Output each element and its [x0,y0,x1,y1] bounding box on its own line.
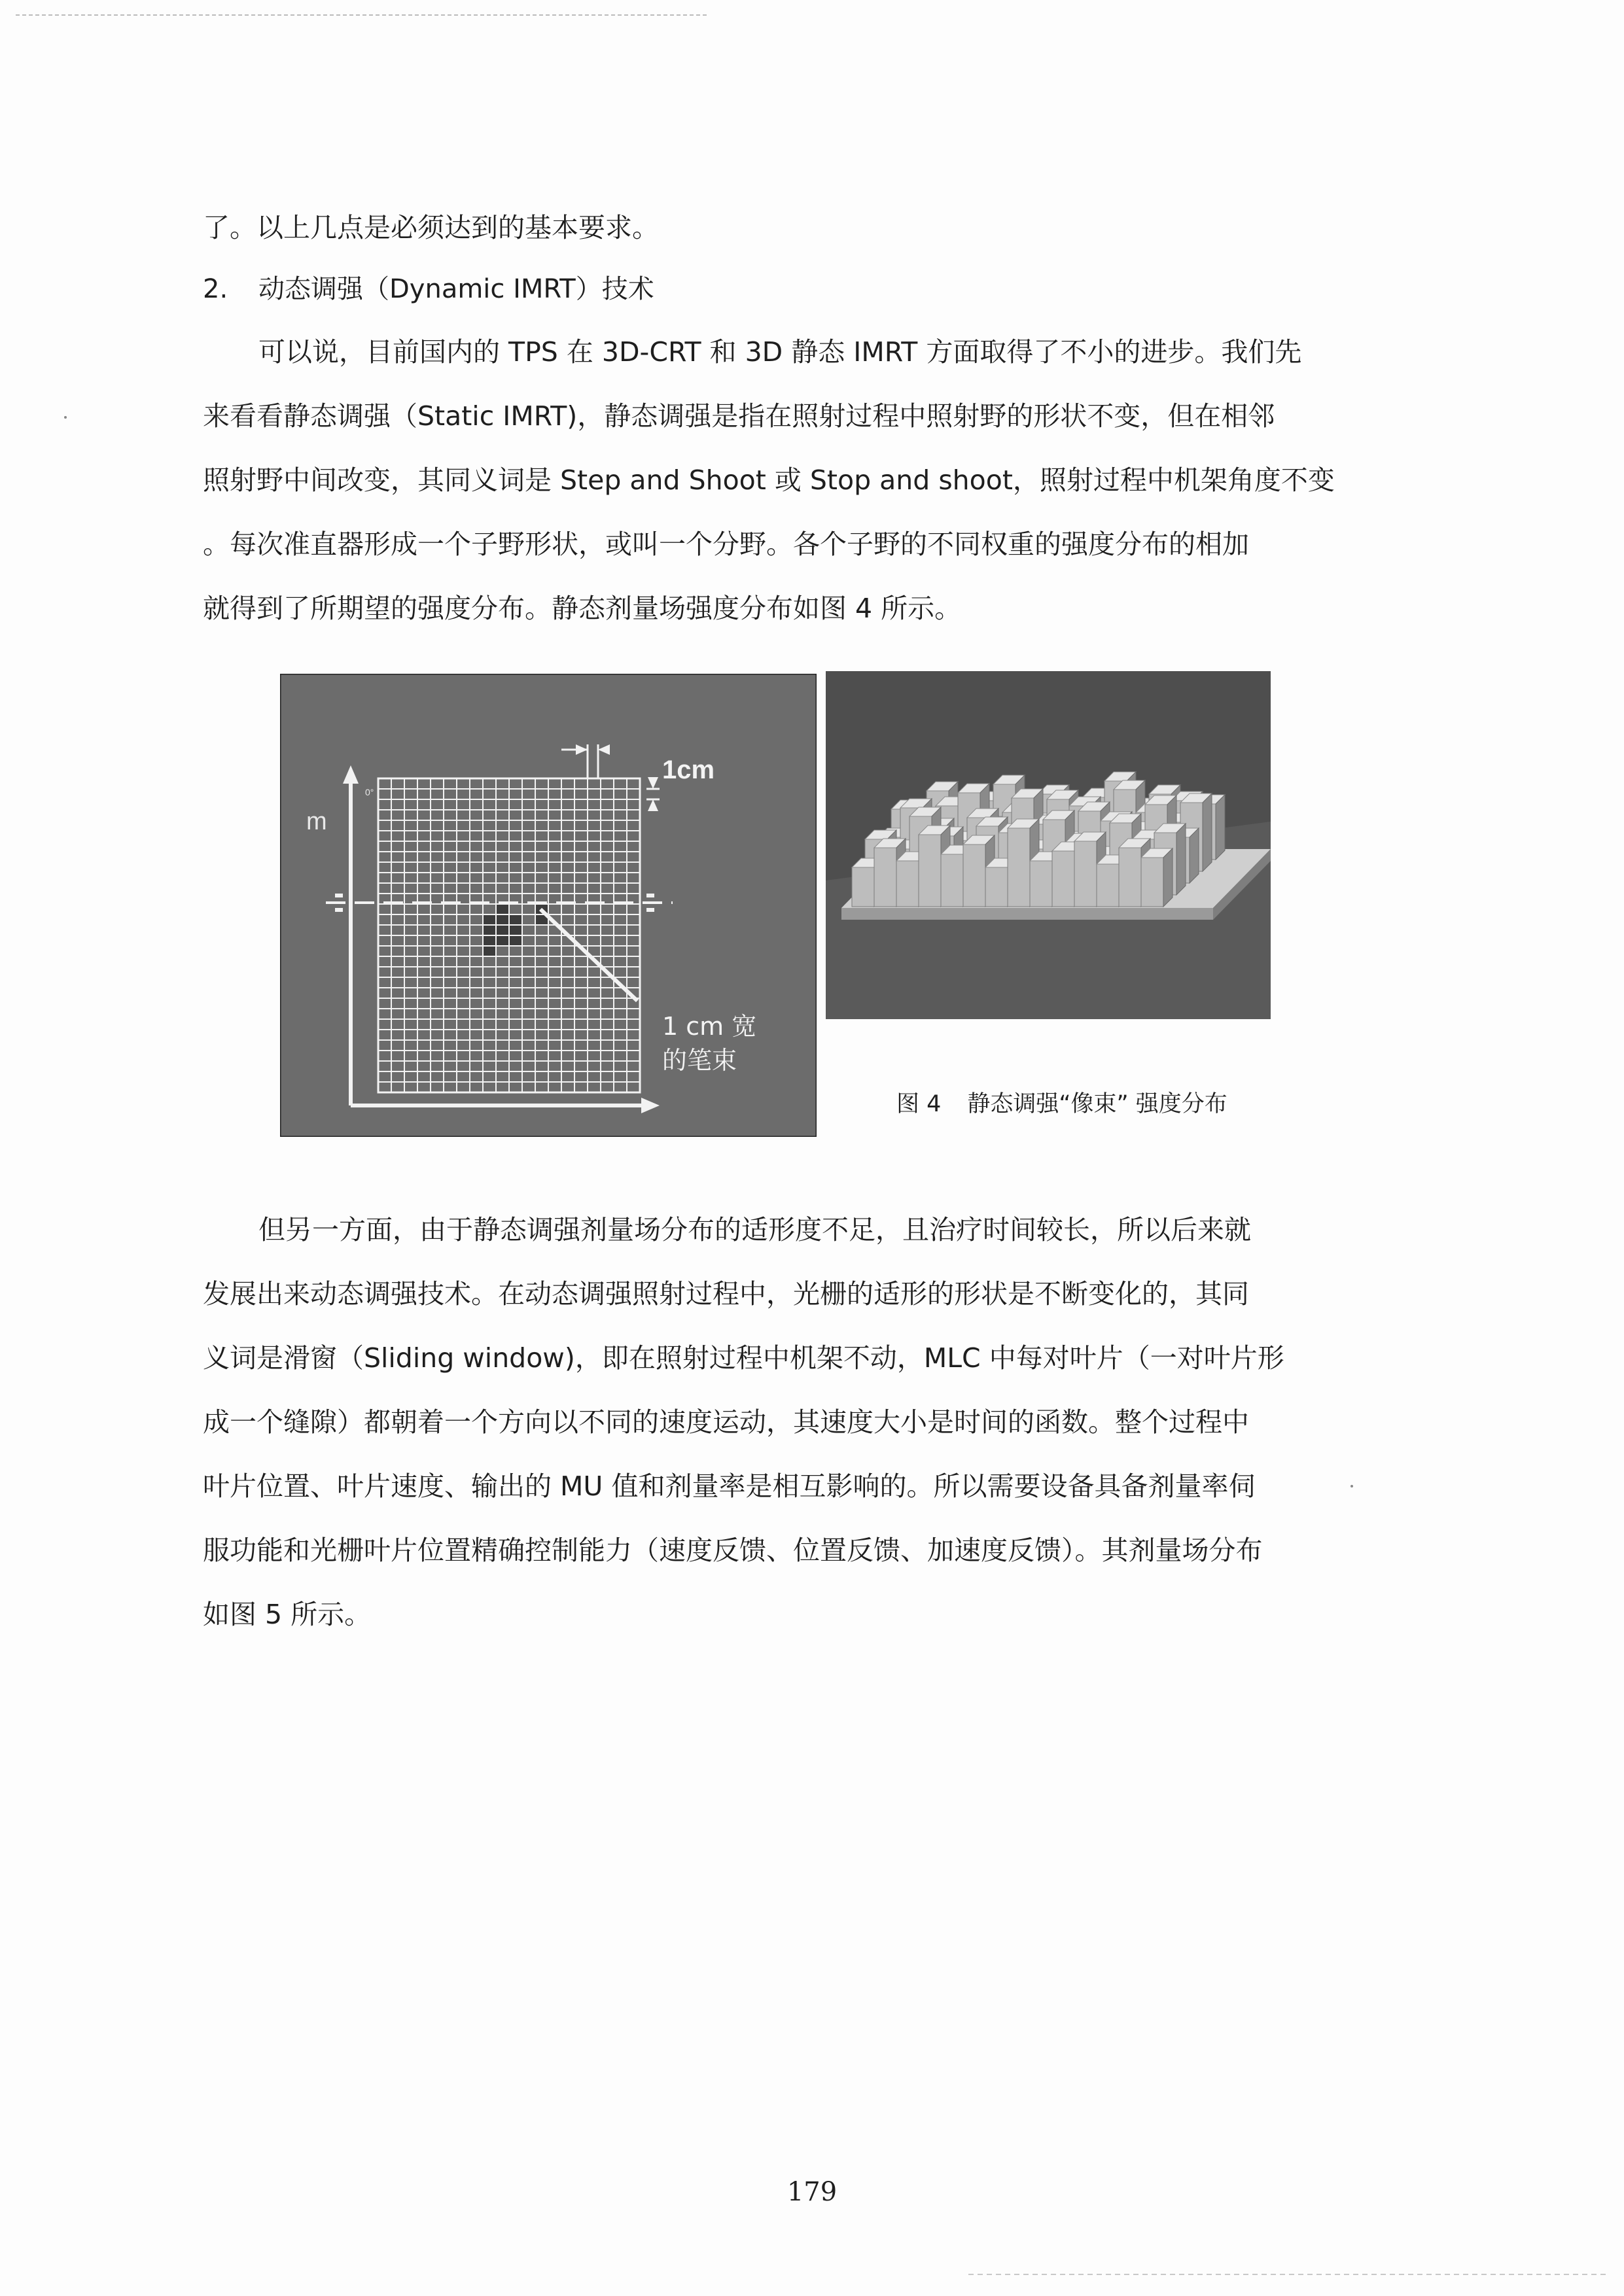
section-heading [203,271,1348,307]
page-number: 179 [786,2177,838,2207]
label-corner-degree: 0° [365,787,374,797]
paragraph-2-line-4: 。每次准直器形成一个子野形状，或叫一个分野。各个子野的不同权重的强度分布的相加 [203,529,1249,560]
paragraph-2-line-5: 就得到了所期望的强度分布。静态剂量场强度分布如图 4 所示。 [203,593,962,624]
paragraph-2-line-2: 来看看静态调强（Static IMRT)，静态调强是指在照射过程中照射野的形状不变，但在相邻 [203,400,1275,432]
section-title: 动态调强（Dynamic IMRT）技术 [258,274,654,304]
paragraph-2-line-3: 照射野中间改变，其同义词是 Step and Shoot 或 Stop and shoot，照射过程中机架角度不变 [203,464,1335,496]
paragraph-3-line-5: 叶片位置、叶片速度、输出的 MU 值和剂量率是相互影响的。所以需要设备具备剂量率伺 [203,1470,1256,1502]
mlc-grid [378,778,640,1092]
paragraph-1-line-1: 了。以上几点是必须达到的基本要求。 [203,212,659,243]
scan-speck [64,416,67,419]
label-pencil-beam: 的笔束 [662,1046,737,1075]
paragraph-3-line-7: 如图 5 所示。 [203,1599,372,1630]
figure-4-caption-label: 图 4 [896,1091,942,1117]
paragraph-2-line-1: 可以说，目前国内的 TPS 在 3D-CRT 和 3D 静态 IMRT 方面取得了不小的进步。我们先 [258,336,1302,368]
label-axis-m: m [306,808,327,835]
paragraph-3-line-3: 义词是滑窗（Sliding window)，即在照射过程中机架不动，MLC 中每对叶片（一对叶片形 [203,1342,1284,1374]
scan-top-rule [16,14,709,16]
figure-4-caption [896,1088,1227,1120]
figure-4-intensity-blocks-image [826,671,1271,1019]
paragraph-3-line-6: 服功能和光栅叶片位置精确控制能力（速度反馈、位置反馈、加速度反馈）。其剂量场分布 [203,1535,1263,1566]
scan-bottom-rule [968,2274,1610,2275]
figure-4-caption-text: 静态调强“像束” 强度分布 [967,1091,1227,1117]
section-number: 2. [203,274,228,304]
label-1cm: 1cm [662,756,715,784]
label-pencil-width: 1 cm 宽 [662,1012,757,1041]
paragraph-3-line-1: 但另一方面，由于静态调强剂量场分布的适形度不足，且治疗时间较长，所以后来就 [258,1214,1251,1245]
scan-speck [1350,1485,1353,1487]
figure-4-beam-grid-image [280,674,817,1137]
paragraph-3-line-4: 成一个缝隙）都朝着一个方向以不同的速度运动，其速度大小是时间的函数。整个过程中 [203,1406,1249,1438]
paragraph-3-line-2: 发展出来动态调强技术。在动态调强照射过程中，光栅的适形的形状是不断变化的，其同 [203,1278,1249,1310]
